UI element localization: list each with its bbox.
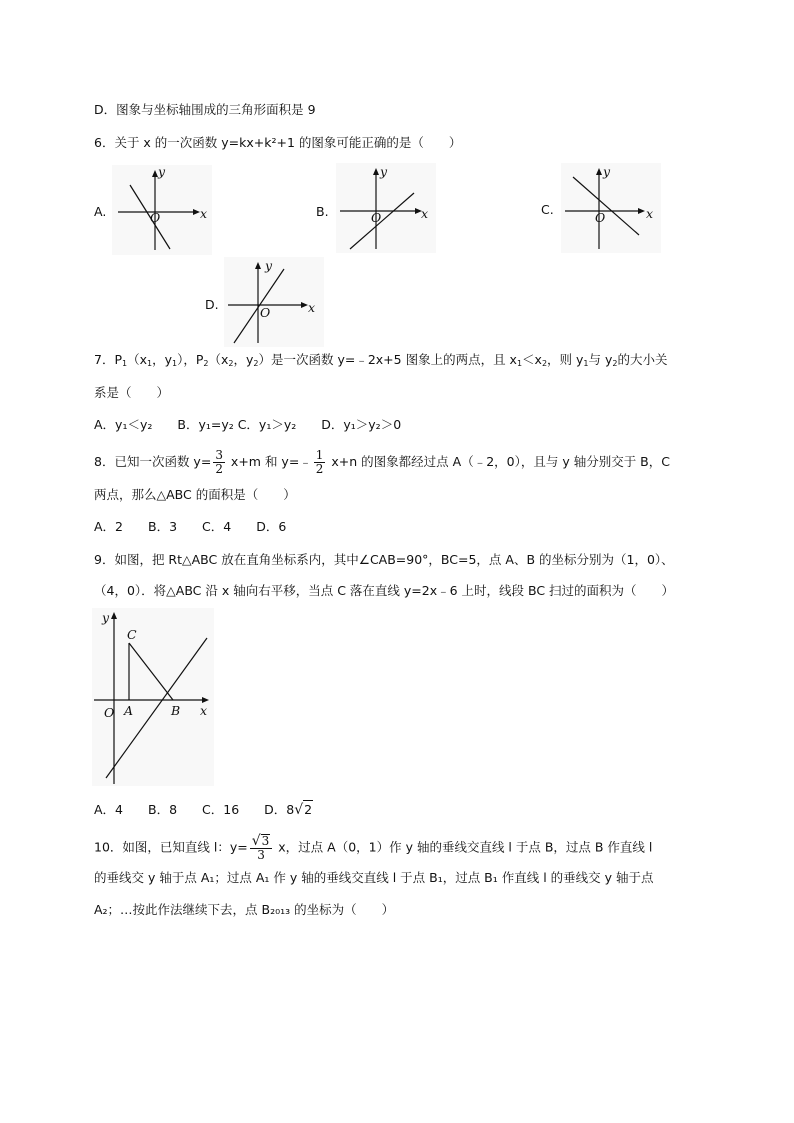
q7-stem-line2: 系是（ ） (94, 385, 170, 400)
q6-a-origin-label: O (150, 210, 161, 225)
q7-options: A．y₁＜y₂ B．y₁=y₂ C．y₁＞y₂ D．y₁＞y₂＞0 (94, 417, 402, 432)
q6-d-origin-label: O (260, 305, 271, 320)
q6-b-origin-label: O (371, 210, 382, 225)
q6-a-x-label: x (200, 206, 208, 221)
q9-stem-line1: 9．如图，把 Rt△ABC 放在直角坐标系内，其中∠CAB=90°，BC=5，点 A、B 的坐标分别为（1，0）、 (94, 552, 674, 567)
q10-stem-line1: 10．如图，已知直线 l：y= $\frac{√3}{3}$ x，过点 A（0，1）作 y 轴的垂线交直线 l 于点 B，过点 B 作直线 l (94, 833, 653, 862)
q6-option-c-label: C. (541, 202, 554, 217)
q6-d-x-label: x (308, 300, 316, 315)
q9-figure (92, 608, 214, 786)
q8-options: A．2 B．3 C．4 D．6 (94, 519, 287, 534)
sqrt-icon: √ (294, 802, 304, 818)
q8-fraction-2: $\frac{1}{2}$ (315, 448, 324, 476)
q6-option-d-label: D. (205, 297, 219, 312)
q10-fraction: $\frac{√3}{3}$ (250, 834, 273, 862)
q6-d-y-label: y (265, 258, 273, 273)
q8-stem-line2: 两点，那么△ABC 的面积是（ ） (94, 487, 296, 502)
q9-fig-o-label: O (104, 705, 115, 720)
q9-fig-a-label: A (124, 703, 134, 718)
q5-option-d: D．图象与坐标轴围成的三角形面积是 9 (94, 102, 316, 117)
q6-c-origin-label: O (595, 210, 606, 225)
sqrt-icon: √ (251, 833, 261, 849)
q6-c-x-label: x (646, 206, 654, 221)
q9-fig-b-label: B (171, 703, 181, 718)
q9-fig-y-label: y (102, 610, 110, 625)
q6-option-b-label: B. (316, 204, 329, 219)
q7-stem-line1: 7．$P_1(x_1$，$y_1$），$P_2(x_2$，$y_2$）是一次函数 y=﹣2x+5 图象上的两点，且 $x_1<x_2$，则 $y_1$与 $y_2$的大小关 (94, 352, 668, 368)
q9-options: A．4 B．8 C．16 D．8√2 (94, 802, 313, 818)
q8-stem-line1: 8．已知一次函数 y= $\frac{3}{2}$ x+m 和 y=﹣ $\frac{1}{2}$ x+n 的图象都经过点 A（﹣2，0），且与 y 轴分别交于 B，C (94, 448, 670, 476)
q6-b-x-label: x (421, 206, 429, 221)
q9-fig-c-label: C (127, 627, 137, 642)
q6-a-y-label: y (158, 164, 166, 179)
q8-fraction-1: $\frac{3}{2}$ (215, 448, 223, 476)
q6-b-y-label: y (380, 164, 388, 179)
q9-fig-x-label: x (200, 703, 208, 718)
q10-stem-line2: 的垂线交 y 轴于点 A₁；过点 A₁ 作 y 轴的垂线交直线 l 于点 B₁，过点 B₁ 作直线 l 的垂线交 y 轴于点 (94, 870, 654, 885)
q9-stem-line2: （4，0）．将△ABC 沿 x 轴向右平移，当点 C 落在直线 y=2x﹣6 上时，线段 BC 扫过的面积为（ ） (94, 583, 675, 598)
q10-stem-line3: A₂；…按此作法继续下去，点 B₂₀₁₃ 的坐标为（ ） (94, 902, 395, 917)
q6-stem: 6．关于 x 的一次函数 y=kx+k²+1 的图象可能正确的是（ ） (94, 135, 462, 150)
q6-option-a-label: A. (94, 204, 107, 219)
q6-c-y-label: y (603, 164, 611, 179)
